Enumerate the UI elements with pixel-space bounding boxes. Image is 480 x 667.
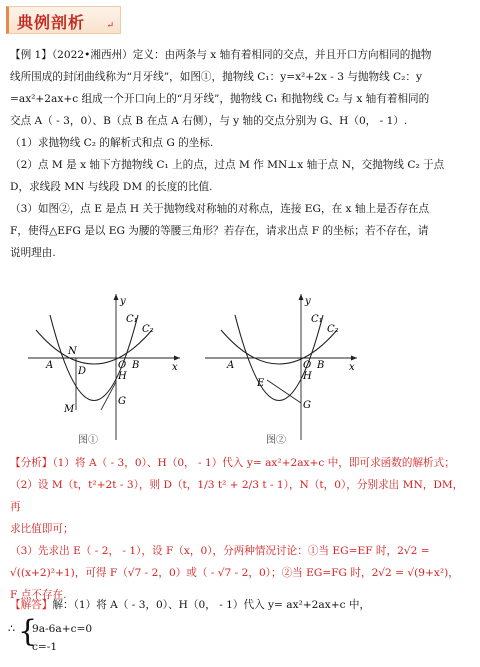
figure-2-diagram xyxy=(205,290,365,450)
question-2-line-2: D，求线段 MN 与线段 DM 的长度的比值. xyxy=(10,181,213,193)
label-n: N xyxy=(68,346,77,357)
label-y: y xyxy=(120,296,126,307)
label-c2: C₂ xyxy=(327,324,339,335)
y-axis-arrow xyxy=(114,294,119,300)
analysis-tag: 【分析】 xyxy=(10,457,53,469)
label-a: A xyxy=(46,360,54,371)
problem-line-4: 交点 A（ - 3，0）、B（点 B 在点 A 右侧），与 y 轴的交点分别为 G、H（0， - 1）. xyxy=(10,115,408,127)
label-o: O xyxy=(118,360,127,371)
solution-line-1 xyxy=(10,594,472,616)
question-3-line-1: （3）如图②，点 E 是点 H 关于抛物线对称轴的对称点，连接 EG，在 x 轴上是否存在点 xyxy=(10,203,430,215)
problem-line-1: 【例 1】（2022•湘西州）定义：由两条与 x 轴有着相同的交点，并且开口方向相同的抛物 xyxy=(10,49,432,61)
analysis-text-1: （1）将 A（ - 3，0）、H（0， - 1）代入 y= ax²+2ax+c 中，即可求函数的解析式； xyxy=(52,457,455,469)
system-brace: { xyxy=(18,614,38,649)
analysis-line-1 xyxy=(10,452,472,474)
analysis-line-6: F 点不存在. xyxy=(10,589,67,601)
label-e: E xyxy=(257,378,265,389)
question-2-line-1: （2）点 M 是 x 轴下方抛物线 C₁ 上的点，过点 M 作 MN⊥x 轴于点 N，交抛物线 C₂ 于点 xyxy=(10,159,445,171)
solution-section xyxy=(10,594,472,616)
label-d: D xyxy=(78,366,87,377)
analysis-section xyxy=(10,452,472,606)
equation-2: c=-1 xyxy=(32,641,58,653)
equation-1: 9a-6a+c=0 xyxy=(32,623,93,635)
problem-line-2: 线所围成的封闭曲线称为“月牙线”，如图①，抛物线 C₁：y=x²+2x - 3 与抛物线 C₂：y xyxy=(10,71,422,83)
problem-line-3: =ax²+2ax+c 组成一个开口向上的“月牙线”，抛物线 C₁ 和抛物线 C₂ 与 x 轴有着相同的 xyxy=(10,93,430,105)
solution-text-1: 解：（1）将 A（ - 3，0）、H（0， - 1）代入 y= ax²+2ax+c 中， xyxy=(52,599,371,611)
question-3-line-3: 说明理由. xyxy=(10,247,56,259)
label-h: H xyxy=(303,371,312,382)
therefore-symbol: ∴ xyxy=(8,622,15,635)
analysis-line-3: 求比值即可； xyxy=(10,523,74,535)
label-c1: C₁ xyxy=(311,314,323,325)
figure-1-diagram xyxy=(28,290,188,450)
label-c2: C₂ xyxy=(142,324,154,335)
label-m: M xyxy=(64,404,75,415)
banner-title: 典例剖析 xyxy=(17,13,86,32)
y-axis-arrow xyxy=(299,294,304,300)
parabola-c2 xyxy=(221,330,337,364)
label-y: y xyxy=(305,296,311,307)
analysis-line-5: √((x+2)²+1)，可得 F（√7 - 2，0）或（ - √7 - 2，0）；②当 EG=FG 时，2√2 = √(9+x²)， xyxy=(10,567,459,579)
return-mark-icon: ↵ xyxy=(106,21,114,31)
question-3-line-2: F，使得△EFG 是以 EG 为腰的等腰三角形？若存在，请求出点 F 的坐标；若不存在，请 xyxy=(10,225,429,237)
problem-statement xyxy=(10,44,472,264)
analysis-line-4: （3）先求出 E（ - 2， - 1），设 F（x，0），分两种情况讨论：①当 EG=EF 时，2√2 = xyxy=(10,545,430,557)
label-c1: C₁ xyxy=(126,314,138,325)
section-banner xyxy=(6,6,121,34)
segment-gm xyxy=(101,382,116,410)
label-x: x xyxy=(172,362,178,373)
label-a: A xyxy=(227,360,235,371)
solution-tag: 【解答】 xyxy=(10,599,53,611)
x-axis-arrow xyxy=(351,356,357,361)
label-g: G xyxy=(303,400,311,411)
label-h: H xyxy=(118,371,127,382)
label-o: O xyxy=(303,360,312,371)
parabola-c2 xyxy=(36,330,152,364)
x-axis-arrow xyxy=(174,356,180,361)
label-b: B xyxy=(132,360,140,371)
figure-2-caption: 图② xyxy=(266,435,286,446)
label-x: x xyxy=(349,362,355,373)
figure-1-caption: 图① xyxy=(78,435,98,446)
label-g: G xyxy=(118,396,126,407)
label-b: B xyxy=(317,360,325,371)
question-1: （1）求抛物线 C₂ 的解析式和点 G 的坐标. xyxy=(10,137,214,149)
equation-system xyxy=(32,620,92,656)
analysis-line-2: （2）设 M（t，t²+2t - 3），则 D（t，1/3 t² + 2/3 t - 1），N（t，0），分别求出 MN，DM，再 xyxy=(10,479,464,513)
